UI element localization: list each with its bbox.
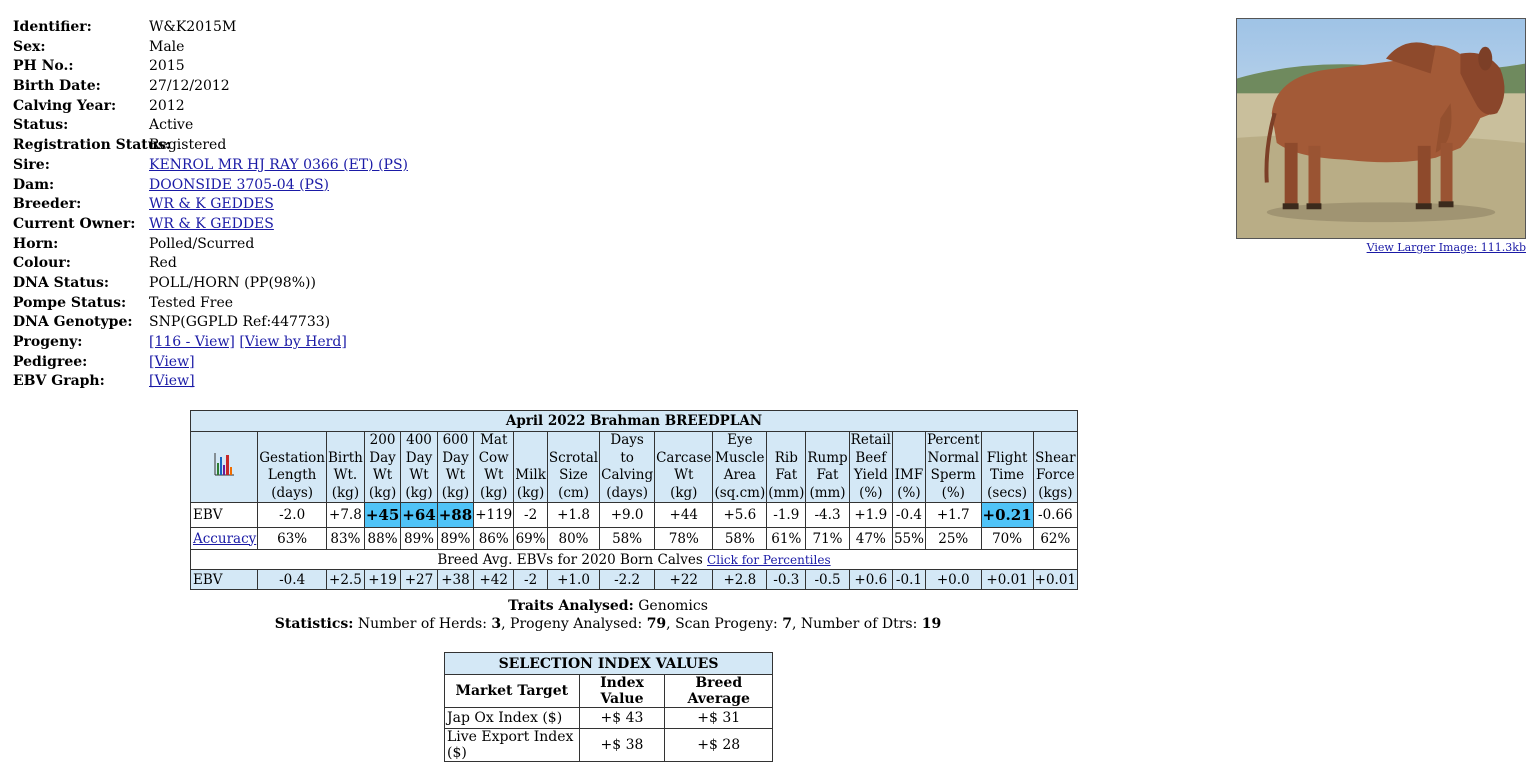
ebv-value: +44	[655, 503, 713, 528]
column-header-line: Fat	[816, 467, 839, 483]
breed-avg-value: -0.3	[767, 570, 806, 590]
info-row	[13, 254, 408, 274]
info-value: POLL/HORN (PP(98%))	[149, 274, 316, 291]
column-header-line: IMF	[894, 467, 924, 483]
ebv-value: +64	[401, 503, 437, 528]
breed-average: +$ 28	[665, 729, 773, 762]
percentiles-link[interactable]: Click for Percentiles	[707, 552, 831, 567]
progeny-count: 79	[646, 616, 667, 632]
column-header	[474, 432, 514, 503]
info-value: 27/12/2012	[149, 78, 230, 95]
breed-avg-text: Breed Avg. EBVs for 2020 Born Calves	[437, 551, 703, 568]
traits-value: Genomics	[638, 598, 708, 614]
index-value: +$ 38	[579, 729, 665, 762]
column-header	[600, 432, 655, 503]
animal-details	[13, 18, 408, 392]
accuracy-value: 71%	[806, 528, 849, 550]
column-header-line: (secs)	[987, 484, 1028, 501]
column-header-line: Rib	[774, 449, 798, 466]
column-header-line: Normal	[927, 449, 980, 466]
ebv-value: -2.0	[258, 503, 327, 528]
accuracy-value: 63%	[258, 528, 327, 550]
market-target: Live Export Index ($)	[445, 729, 580, 762]
info-label: Sex:	[13, 38, 46, 55]
info-row	[13, 116, 408, 136]
column-header-line: Wt	[484, 467, 504, 483]
info-link[interactable]: WR & K GEDDES	[149, 215, 274, 232]
header-breed-average: Breed Average	[665, 675, 773, 708]
column-header-line: Sperm	[930, 467, 976, 483]
info-link[interactable]: WR & K GEDDES	[149, 196, 274, 213]
ebv-value: -1.9	[767, 503, 806, 528]
selection-index-table	[444, 652, 773, 762]
accuracy-value: 58%	[713, 528, 767, 550]
header-index-value: Index Value	[579, 675, 665, 708]
accuracy-value: 55%	[892, 528, 925, 550]
ebv-value: -2	[514, 503, 548, 528]
scan-count: 7	[782, 616, 792, 632]
breed-avg-value: +2.8	[713, 570, 767, 590]
breed-avg-value: +0.6	[849, 570, 892, 590]
bull-photo[interactable]	[1236, 18, 1526, 239]
ebv-value: +7.8	[327, 503, 365, 528]
column-header	[364, 432, 400, 503]
accuracy-value: 89%	[401, 528, 437, 550]
column-header-line: Scrotal	[548, 449, 599, 466]
column-header-line: Wt.	[333, 467, 358, 483]
breed-avg-value: +38	[437, 570, 473, 590]
market-target: Jap Ox Index ($)	[445, 708, 580, 729]
column-header-line: Retail	[850, 432, 891, 448]
info-value: Active	[149, 117, 194, 134]
accuracy-value: 62%	[1033, 528, 1077, 550]
info-label: Birth Date:	[13, 78, 101, 95]
breed-avg-value: +42	[474, 570, 514, 590]
info-row	[13, 18, 408, 38]
traits-analysed	[0, 598, 1216, 614]
column-header-line: Wt	[372, 467, 393, 483]
column-header-line: (%)	[941, 484, 965, 501]
info-value: Tested Free	[149, 294, 234, 311]
header-market-target: Market Target	[445, 675, 580, 708]
column-header-line: Wt	[674, 467, 694, 483]
column-header-line: (cm)	[558, 484, 589, 501]
info-link[interactable]: [View]	[149, 373, 195, 390]
accuracy-value: 80%	[547, 528, 599, 550]
column-header-line: Area	[723, 467, 756, 483]
column-header-line: Day	[442, 449, 469, 466]
info-label: EBV Graph:	[13, 373, 105, 390]
column-header-line: (mm)	[768, 484, 805, 501]
column-header-line: Gestation	[259, 449, 326, 466]
column-header	[713, 432, 767, 503]
ebv-value: +0.21	[981, 503, 1033, 528]
table-row	[445, 708, 773, 729]
breed-avg-value: +19	[364, 570, 400, 590]
column-header-line: (kg)	[368, 484, 397, 501]
accuracy-value: 58%	[600, 528, 655, 550]
info-row	[13, 215, 408, 235]
info-link[interactable]: [View by Herd]	[239, 334, 347, 350]
photo-panel	[1236, 18, 1526, 254]
column-header-line: (kg)	[516, 484, 545, 501]
breed-avg-caption	[191, 550, 1078, 570]
column-header-line: Calving	[601, 467, 654, 483]
scan-text: , Scan Progeny:	[666, 616, 778, 632]
column-header	[981, 432, 1033, 503]
column-header-line: (kg)	[441, 484, 470, 501]
info-row	[13, 353, 408, 373]
herds-count: 3	[491, 616, 502, 632]
ebv-graph-icon-cell[interactable]	[191, 432, 258, 503]
info-label: Horn:	[13, 235, 59, 252]
column-header-line: Fat	[775, 467, 798, 483]
column-header-line: Cow	[478, 449, 509, 466]
info-value: Male	[149, 38, 185, 55]
info-row	[13, 372, 408, 392]
column-header-line: (kg)	[670, 484, 698, 501]
column-header-line: Wt	[445, 467, 466, 483]
info-row	[13, 294, 408, 314]
column-header	[892, 432, 925, 503]
breed-avg-value: -0.4	[258, 570, 327, 590]
info-link[interactable]: [116 - View]	[149, 334, 235, 350]
column-header-line: Percent	[926, 432, 980, 448]
column-header-line: Flight	[986, 449, 1028, 466]
info-row	[13, 176, 408, 196]
column-header	[806, 432, 849, 503]
ebv-value: +1.8	[547, 503, 599, 528]
info-link[interactable]: DOONSIDE 3705-04 (PS)	[149, 176, 330, 193]
breed-avg-value: -0.5	[806, 570, 849, 590]
info-row	[13, 313, 408, 333]
info-row	[13, 38, 408, 58]
ebv-value: -0.4	[892, 503, 925, 528]
accuracy-value: 86%	[474, 528, 514, 550]
stats-label: Statistics:	[274, 616, 354, 632]
info-row	[13, 57, 408, 77]
ebv-value: +119	[474, 503, 514, 528]
info-row	[13, 156, 408, 176]
info-row	[13, 274, 408, 294]
breed-avg-row-label: EBV	[191, 570, 258, 590]
breed-avg-value: +27	[401, 570, 437, 590]
ebv-value: +9.0	[600, 503, 655, 528]
column-header-line: Day	[405, 449, 433, 466]
ebv-value: -0.66	[1033, 503, 1077, 528]
column-header-line: Birth	[328, 449, 363, 466]
column-header-line: (kg)	[331, 484, 360, 501]
column-header-line: Wt	[409, 467, 429, 483]
accuracy-value: 89%	[437, 528, 473, 550]
info-label: Breeder:	[13, 196, 82, 213]
view-larger-image-link[interactable]: View Larger Image: 111.3kb	[1366, 241, 1526, 254]
column-header	[327, 432, 365, 503]
info-label: PH No.:	[13, 58, 74, 75]
breedplan-title: April 2022 Brahman BREEDPLAN	[191, 411, 1078, 432]
column-header	[925, 432, 981, 503]
info-label: DNA Genotype:	[13, 314, 133, 331]
info-label: Pompe Status:	[13, 294, 127, 311]
info-label: Dam:	[13, 176, 55, 193]
column-header-line: Time	[990, 467, 1025, 483]
breed-avg-value: +1.0	[547, 570, 599, 590]
column-header-line: (days)	[606, 484, 648, 501]
progeny-text: , Progeny Analysed:	[501, 616, 643, 632]
accuracy-value: 69%	[514, 528, 548, 550]
info-link[interactable]: [View]	[149, 353, 195, 370]
column-header-line: (%)	[897, 484, 921, 501]
accuracy-value: 61%	[767, 528, 806, 550]
column-header	[655, 432, 713, 503]
column-header-line: Size	[559, 467, 588, 483]
breed-avg-value: +0.0	[925, 570, 981, 590]
column-header	[401, 432, 437, 503]
ebv-value: +1.7	[925, 503, 981, 528]
column-header-line: Day	[369, 449, 396, 466]
info-value: Registered	[149, 137, 227, 154]
breedplan-table	[190, 410, 1078, 590]
info-value: SNP(GGPLD Ref:447733)	[149, 314, 331, 331]
column-header-line: Days	[610, 432, 644, 448]
info-label: Current Owner:	[13, 215, 136, 232]
info-value: Polled/Scurred	[149, 235, 255, 252]
ebv-row-label: EBV	[191, 503, 258, 528]
column-header-line: (kg)	[480, 484, 508, 501]
accuracy-value: 78%	[655, 528, 713, 550]
accuracy-link[interactable]: Accuracy	[193, 530, 257, 547]
column-header-line: Carcase	[656, 449, 712, 466]
breed-avg-value: +22	[655, 570, 713, 590]
info-label: Pedigree:	[13, 353, 88, 370]
ebv-value: +45	[364, 503, 400, 528]
info-row	[13, 97, 408, 117]
column-header	[1033, 432, 1077, 503]
info-label: Identifier:	[13, 19, 92, 35]
ebv-value: +88	[437, 503, 473, 528]
ebv-value: -4.3	[806, 503, 849, 528]
column-header-line: Mat	[480, 432, 508, 448]
column-header-line: 200	[369, 432, 396, 448]
column-header	[849, 432, 892, 503]
accuracy-value: 88%	[364, 528, 400, 550]
info-row	[13, 195, 408, 215]
breed-avg-value: +2.5	[327, 570, 365, 590]
table-row	[445, 729, 773, 762]
column-header-line: Muscle	[715, 449, 765, 466]
info-label: Status:	[13, 117, 69, 134]
info-label: Calving Year:	[13, 97, 117, 114]
column-header	[514, 432, 548, 503]
column-header-line: Beef	[855, 449, 887, 466]
dtrs-count: 19	[921, 616, 942, 632]
accuracy-value: 47%	[849, 528, 892, 550]
dtrs-text: , Number of Dtrs:	[791, 616, 918, 632]
herds-text: Number of Herds:	[357, 616, 487, 632]
breed-avg-value: +0.01	[981, 570, 1033, 590]
info-row	[13, 333, 408, 353]
column-header	[767, 432, 806, 503]
column-header-line: (%)	[859, 484, 883, 501]
info-row	[13, 136, 408, 156]
info-label: Colour:	[13, 255, 71, 272]
breed-avg-value: -2.2	[600, 570, 655, 590]
breed-avg-value: +0.01	[1034, 571, 1077, 588]
info-label: Sire:	[13, 156, 50, 173]
breed-average: +$ 31	[665, 708, 773, 729]
info-link[interactable]: KENROL MR HJ RAY 0366 (ET) (PS)	[149, 156, 409, 173]
column-header-line: Length	[267, 467, 317, 483]
column-header-line: Milk	[515, 467, 546, 483]
column-header-line: Yield	[853, 467, 888, 483]
info-label: Registration Status:	[13, 137, 171, 154]
column-header	[437, 432, 473, 503]
accuracy-value: 83%	[327, 528, 365, 550]
statistics	[0, 616, 1216, 632]
traits-label: Traits Analysed:	[508, 598, 634, 614]
column-header-line: Eye	[727, 432, 753, 448]
column-header	[258, 432, 327, 503]
ebv-value: +5.6	[713, 503, 767, 528]
column-header-line: 400	[406, 432, 432, 448]
selection-title: SELECTION INDEX VALUES	[445, 653, 773, 675]
info-row	[13, 235, 408, 255]
accuracy-value: 25%	[925, 528, 981, 550]
info-row	[13, 77, 408, 97]
column-header-line: (mm)	[809, 484, 846, 501]
index-value: +$ 43	[579, 708, 665, 729]
column-header-line: (kg)	[405, 484, 433, 501]
accuracy-value: 70%	[981, 528, 1033, 550]
column-header-line: 600	[442, 432, 469, 448]
info-label: DNA Status:	[13, 274, 110, 291]
info-value: Red	[149, 255, 177, 272]
info-label: Progeny:	[13, 334, 83, 350]
breed-avg-value: -0.1	[892, 570, 925, 590]
column-header-line: (days)	[271, 484, 314, 501]
column-header-line: to	[620, 449, 634, 466]
column-header-line: (kgs)	[1038, 484, 1073, 501]
column-header-line: Force	[1035, 467, 1075, 483]
column-header-line: Rump	[807, 449, 848, 466]
info-value: W&K2015M	[149, 19, 237, 35]
column-header-line: Shear	[1035, 449, 1076, 466]
ebv-value: +1.9	[849, 503, 892, 528]
info-value: 2012	[149, 97, 185, 114]
info-value: 2015	[149, 58, 185, 75]
column-header-line: (sq.cm)	[714, 484, 766, 501]
breed-avg-value: -2	[514, 570, 548, 590]
column-header	[547, 432, 599, 503]
bar-chart-icon[interactable]	[213, 451, 235, 477]
